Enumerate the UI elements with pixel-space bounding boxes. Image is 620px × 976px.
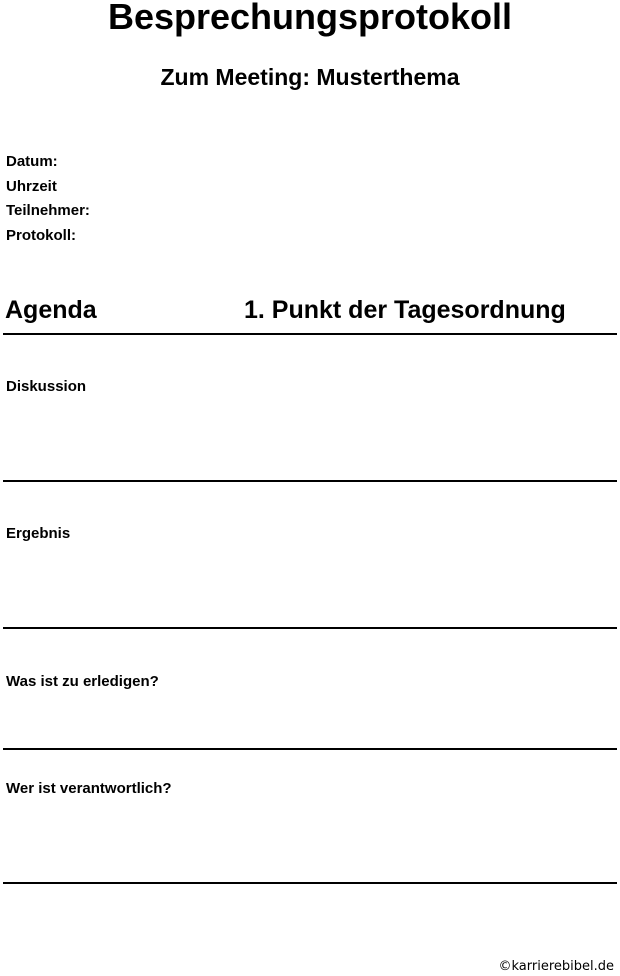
minutes-label: Protokoll: [6,226,76,244]
agenda-divider [3,333,617,335]
discussion-label: Diskussion [6,378,87,395]
responsible-label: Wer ist verantwortlich? [6,780,172,797]
meta-fields [6,150,90,248]
document-title: Besprechungsprotokoll [107,0,513,37]
agenda-heading: Agenda [5,296,97,324]
participants-label: Teilnehmer: [6,202,90,219]
time-label: Uhrzeit [6,177,57,195]
result-label: Ergebnis [6,525,71,542]
result-divider [3,627,617,629]
meeting-subtitle: Zum Meeting: Musterthema [160,64,460,90]
copyright-footer: ©karrierebibel.de [498,959,614,974]
responsible-divider [3,882,617,884]
todo-divider [3,748,617,750]
date-label: Datum: [6,153,58,170]
discussion-divider [3,480,617,482]
todo-label: Was ist zu erledigen? [6,673,159,690]
agenda-item-title: 1. Punkt der Tagesordnung [244,296,566,324]
